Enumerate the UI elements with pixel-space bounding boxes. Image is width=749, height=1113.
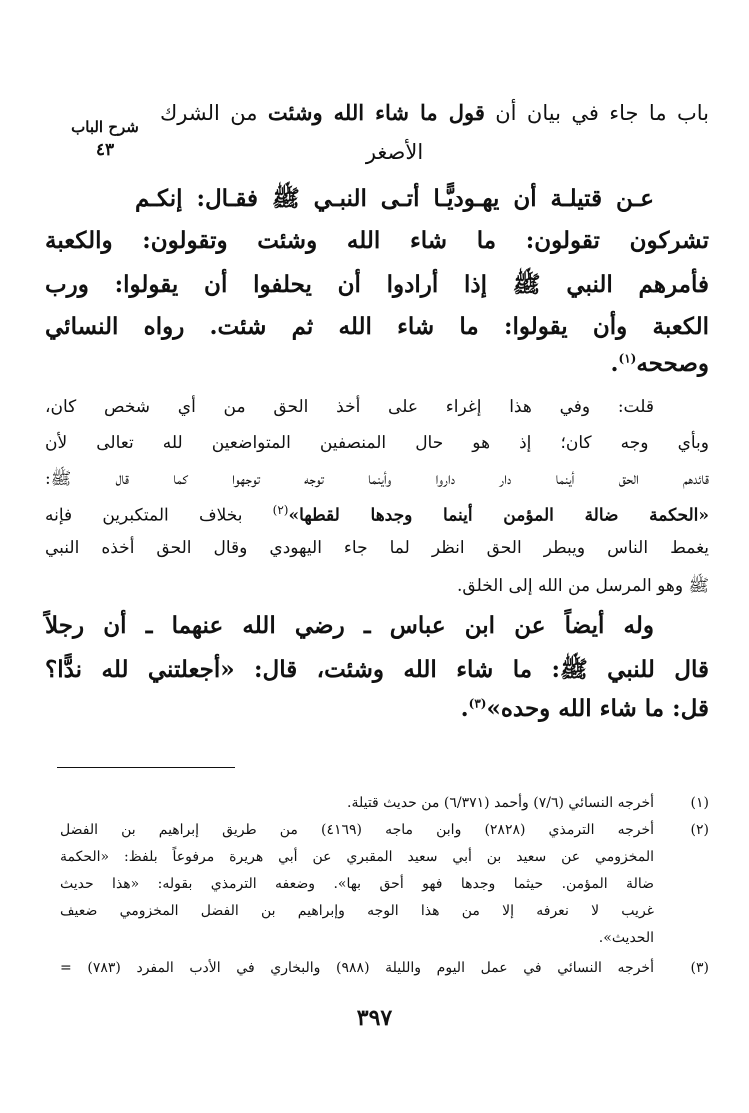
hadith1-end: . xyxy=(610,350,619,377)
footnote-ref: (٣) xyxy=(468,696,487,711)
commentary-line: قلت: وفي هذا إغراء على أخذ الحق من أي شخص كان، xyxy=(45,397,654,417)
footnote-text: المخزومي عن سعيد بن أبي سعيد المقبري عن أبي هريرة مرفوعاً بلفظ: «الحكمة xyxy=(60,849,654,865)
hadith2-last-text: قل: ما شاء الله وحده» xyxy=(486,695,709,722)
commentary-line: وبأي وجه كان؛ إذ هو حال المنصفين المتواضعين لله تعالى لأن xyxy=(45,433,709,453)
hadith2-line: قال للنبي ﷺ: ما شاء الله وشئت، قال: «أجعلتني لله ندًّا؟ xyxy=(45,656,709,683)
hadith2-end: . xyxy=(460,695,469,722)
page-number: ٣٩٧ xyxy=(356,1005,393,1031)
hadith1-last-text: وصححه xyxy=(636,350,709,377)
footnote-ref: (١) xyxy=(618,351,637,366)
commentary-line: قائدهم الحق أينما دار داروا وأينما توجه توجهوا كما قال ﷺ: xyxy=(45,469,709,489)
footnote-text: أخرجه الترمذي (٢٨٢٨) وابن ماجه (٤١٦٩) من طريق إبراهيم بن الفضل xyxy=(60,822,654,838)
commentary-quote: «الحكمة ضالة المؤمن أينما وجدها لقطها» xyxy=(288,505,710,526)
footnote-text: ضالة المؤمن. حيثما وجدها فهو أحق بها». وضعفه الترمذي بقوله: «هذا حديث xyxy=(60,876,654,892)
footnote-text: أخرجه النسائي في عمل اليوم والليلة (٩٨٨) والبخاري في الأدب المفرد (٧٨٣) = xyxy=(60,960,654,976)
footnote-number: (٣) xyxy=(690,960,709,976)
side-header-title: شرح الباب xyxy=(71,118,139,136)
chapter-title-text: من الشرك xyxy=(160,101,268,125)
footnote-ref: (٢) xyxy=(272,503,289,517)
footnote-text: غريب لا نعرفه إلا من هذا الوجه وإبراهيم بن الفضل المخزومي ضعيف xyxy=(60,903,654,919)
chapter-title-text: باب ما جاء في بيان أن xyxy=(484,101,709,125)
hadith2-last-line xyxy=(300,695,709,722)
hadith1-line: عـن قتيلـة أن يهـوديًّـا أتـى النبـي ﷺ فقـال: إنكـم xyxy=(135,185,654,212)
footnote-number: (١) xyxy=(690,795,709,811)
hadith1-line: تشركون تقولون: ما شاء الله وشئت وتقولون: والكعبة xyxy=(45,227,709,254)
commentary-quote-after: بخلاف المتكبرين فإنه xyxy=(45,505,273,526)
hadith1-line: فأمرهم النبي ﷺ إذا أرادوا أن يحلفوا أن يقولوا: ورب xyxy=(45,271,709,298)
footnote-text: الحديث». xyxy=(598,930,654,946)
chapter-title-line2: الأصغر xyxy=(365,140,424,164)
commentary-quote-line xyxy=(45,503,709,526)
hadith1-last-line xyxy=(500,350,709,377)
commentary-line: ﷺ وهو المرسل من الله إلى الخلق. xyxy=(457,576,709,596)
footnote-text: أخرجه النسائي (٧/٦) وأحمد (٦/٣٧١) من حديث قتيلة. xyxy=(347,795,654,811)
commentary-line: يغمط الناس ويبطر الحق انظر لما جاء اليهودي وقال الحق أخذه النبي xyxy=(45,538,709,558)
side-header-number: ٤٣ xyxy=(95,140,115,160)
hadith1-line: الكعبة وأن يقولوا: ما شاء الله ثم شئت. رواه النسائي xyxy=(45,313,709,340)
chapter-title-line1 xyxy=(160,100,709,125)
hadith2-line: وله أيضاً عن ابن عباس ـ رضي الله عنهما ـ أن رجلاً xyxy=(45,612,654,639)
footnote-separator xyxy=(57,767,235,768)
chapter-title-bold: قول ما شاء الله وشئت xyxy=(267,100,485,125)
footnote-number: (٢) xyxy=(690,822,709,838)
